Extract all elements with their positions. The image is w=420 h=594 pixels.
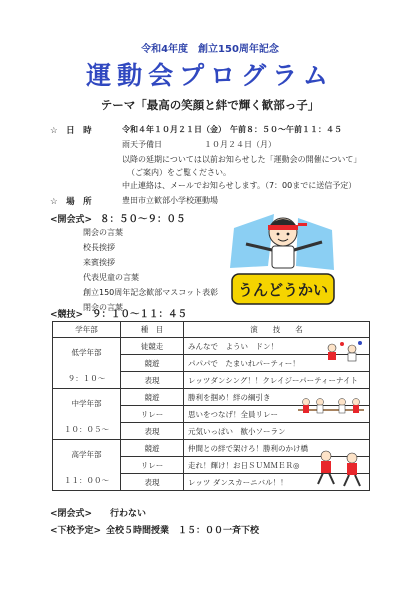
notice-line-3: 中止連絡は、メールでお知らせします。（7：00までに送信予定）: [122, 181, 357, 190]
grade-name: 中学年部: [71, 399, 102, 408]
logo-wordmark-icon: [232, 274, 334, 304]
opening-item: 開会の言葉: [83, 228, 123, 237]
table-header-row: [53, 322, 370, 338]
date-value: 令和４年１０月２１日（金） 午前８：５０～午前１１：４５: [122, 125, 342, 134]
dismissal-value: 全校５時間授業 １５：００一斉下校: [106, 526, 260, 536]
place-value: 豊田市立歓部小学校運動場: [122, 196, 218, 205]
grade-cell: [53, 338, 121, 389]
performance-name: レッツダンシング！！クレイジーパーティーナイト: [184, 372, 370, 389]
column-header: 学年部: [53, 322, 121, 338]
relay-runners-illustration: [312, 446, 368, 490]
grade-time: ９：１０～: [67, 374, 106, 384]
performance-name: 勝利を掴め！絆の綱引き: [184, 389, 370, 406]
performance-name: レッツ ダンスカーニバル！！: [184, 474, 370, 491]
grade-name: 高学年部: [71, 450, 102, 459]
ball-toss-illustration: [322, 340, 366, 364]
event-subtitle: 令和4年度 創立150周年記念: [141, 44, 279, 55]
gym-shirt: [272, 246, 294, 268]
grade-cell: [53, 389, 121, 440]
notice-line-1: 以降の延期については以前お知らせした「運動会の開催について」: [122, 155, 362, 164]
event-kind: 競遊: [121, 389, 184, 406]
performance-name: 仲間との絆で架けろ！勝利のかけ橋: [184, 440, 370, 457]
notice-line-2: （ご案内）をご覧ください。: [127, 168, 231, 177]
event-kind: リレー: [121, 457, 184, 474]
grade-time: １１：００～: [64, 476, 109, 486]
date-label: ☆ 日 時: [50, 126, 92, 136]
headband-icon: [268, 225, 298, 230]
opening-item: 校長挨拶: [83, 243, 115, 252]
theme-text: テーマ「最高の笑顔と絆で輝く歓部っ子」: [100, 98, 320, 112]
competition-label: <競技>: [50, 310, 84, 320]
event-kind: 表現: [121, 423, 184, 440]
opening-item: 来賓挨拶: [83, 258, 115, 267]
column-header: 演 技 名: [184, 322, 370, 338]
tug-of-war-illustration: [296, 396, 366, 418]
dismissal-label: <下校予定>: [50, 526, 102, 536]
rain-label: 雨天予備日: [122, 140, 162, 149]
opening-time: ８：５０～９：０５: [100, 214, 186, 225]
grade-name: 低学年部: [71, 348, 102, 357]
event-kind: 徒競走: [121, 338, 184, 355]
event-kind: 表現: [121, 372, 184, 389]
sky-shape: [230, 214, 274, 268]
competition-time: ９：１０～１１：４５: [92, 309, 188, 320]
opening-item: 創立150周年記念歓部マスコット表彰: [83, 288, 219, 297]
grade-time: １０：０５～: [64, 425, 109, 435]
opening-item: 代表児童の言葉: [83, 273, 139, 282]
column-header: 種 目: [121, 322, 184, 338]
performance-name: 走れ！輝け！お日ＳＵＭＭＥＲ◎: [184, 457, 370, 474]
opening-label: <開会式>: [50, 215, 93, 225]
place-label: ☆ 場 所: [50, 197, 92, 207]
event-kind: 競遊: [121, 355, 184, 372]
sports-day-mascot-illustration: [228, 208, 338, 310]
performance-name: 思いをつなげ！全員リレー: [184, 406, 370, 423]
performance-name: パパパで たまいれパーティー！: [184, 355, 370, 372]
event-kind: 競遊: [121, 440, 184, 457]
rain-date: １０月２４日（月）: [204, 140, 276, 149]
svg-text:うんどうかい: うんどうかい: [237, 281, 329, 299]
event-kind: 表現: [121, 474, 184, 491]
grade-cell: [53, 440, 121, 491]
performance-name: 元気いっぱい 歓小ソーラン: [184, 423, 370, 440]
headband-tail: [298, 223, 307, 226]
page-title: 運動会プログラム: [86, 61, 334, 90]
closing-value: 行わない: [110, 509, 147, 519]
performance-name: みんなで ようい ドン！: [184, 338, 370, 355]
closing-label: <閉会式>: [50, 509, 93, 519]
event-kind: リレー: [121, 406, 184, 423]
opening-item: 閉会の言葉: [83, 303, 123, 312]
